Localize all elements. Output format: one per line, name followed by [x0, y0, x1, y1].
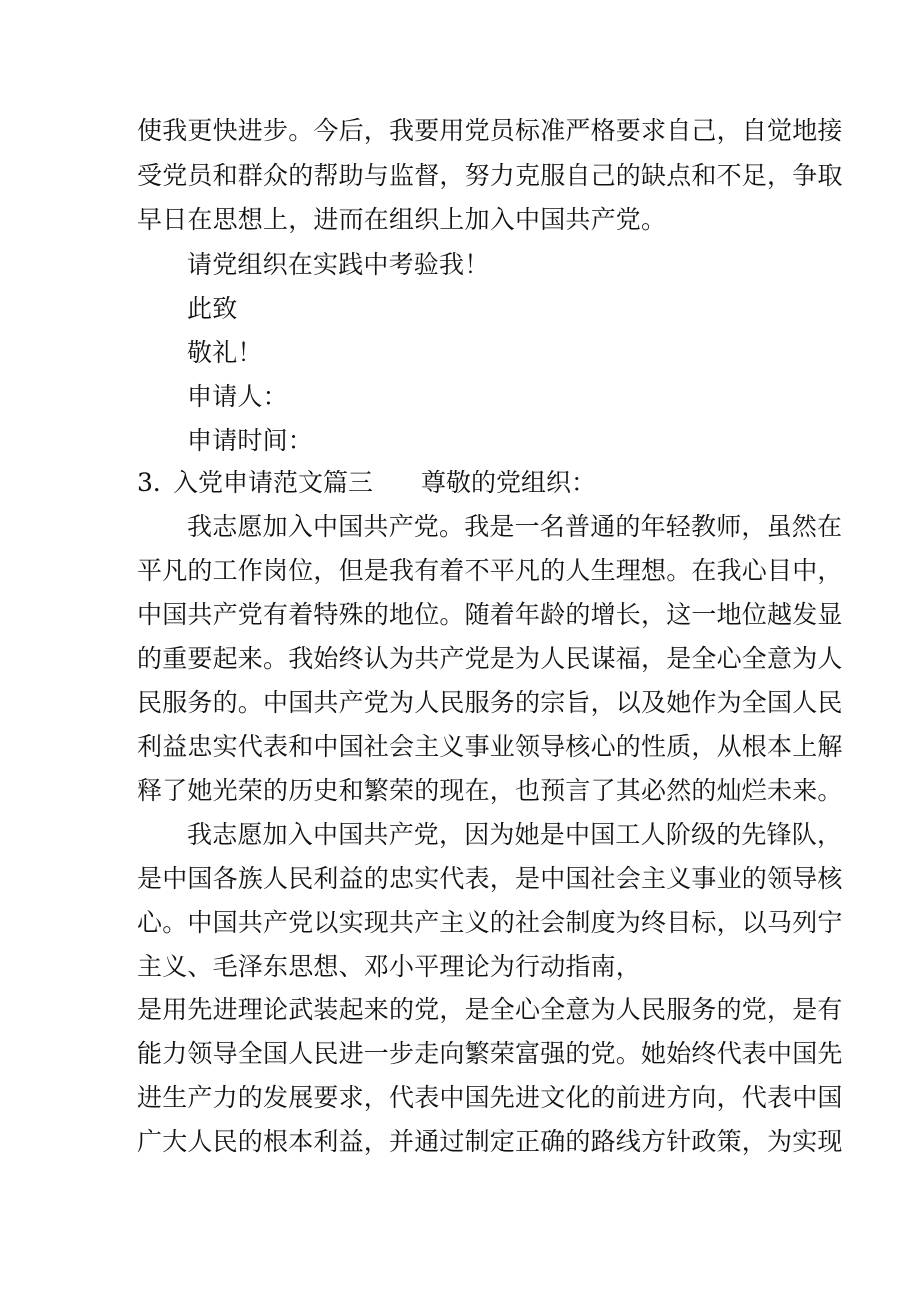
paragraph-line: 释了她光荣的历史和繁荣的现在，也预言了其必然的灿烂未来。	[137, 776, 843, 805]
closing-salute-2: 敬礼！	[187, 338, 263, 367]
section-greeting: 尊敬的党组织：	[421, 468, 597, 497]
paragraph-line: 使我更快进步。今后，我要用党员标准严格要求自己，自觉地接	[137, 116, 843, 145]
paragraph-line: 进生产力的发展要求，代表中国先进文化的前进方向，代表中国	[137, 1083, 843, 1112]
paragraph-line: 是用先进理论武装起来的党，是全心全意为人民服务的党，是有	[137, 995, 843, 1024]
paragraph-line: 我志愿加入中国共产党，因为她是中国工人阶级的先锋队，	[187, 820, 843, 849]
paragraph-line: 中国共产党有着特殊的地位。随着年龄的增长，这一地位越发显	[137, 600, 843, 629]
paragraph-line: 是中国各族人民利益的忠实代表，是中国社会主义事业的领导核	[137, 864, 843, 893]
date-label: 申请时间：	[187, 426, 314, 455]
paragraph-line: 的重要起来。我始终认为共产党是为人民谋福，是全心全意为人	[137, 644, 843, 673]
paragraph-line: 受党员和群众的帮助与监督，努力克服自己的缺点和不足，争取	[137, 161, 843, 190]
paragraph-line: 心。中国共产党以实现共产主义的社会制度为终目标，以马列宁	[137, 908, 843, 937]
closing-request: 请党组织在实践中考验我！	[187, 250, 490, 279]
paragraph-line: 主义、毛泽东思想、邓小平理论为行动指南，	[137, 952, 642, 981]
paragraph-line: 利益忠实代表和中国社会主义事业领导核心的性质，从根本上解	[137, 732, 843, 761]
section-heading	[137, 468, 596, 498]
paragraph-line: 平凡的工作岗位，但是我有着不平凡的人生理想。在我心目中，	[137, 556, 843, 585]
paragraph-line: 能力领导全国人民进一步走向繁荣富强的党。她始终代表中国先	[137, 1039, 843, 1068]
paragraph-line: 民服务的。中国共产党为人民服务的宗旨，以及她作为全国人民	[137, 688, 843, 717]
section-title: 入党申请范文篇三	[173, 468, 374, 497]
applicant-label: 申请人：	[187, 382, 288, 411]
paragraph-line: 我志愿加入中国共产党。我是一名普通的年轻教师，虽然在	[187, 512, 843, 541]
paragraph-line: 早日在思想上，进而在组织上加入中国共产党。	[137, 205, 667, 234]
closing-salute-1: 此致	[187, 294, 238, 323]
paragraph-line: 广大人民的根本利益，并通过制定正确的路线方针政策，为实现	[137, 1127, 843, 1156]
section-number: 3．	[137, 468, 178, 497]
